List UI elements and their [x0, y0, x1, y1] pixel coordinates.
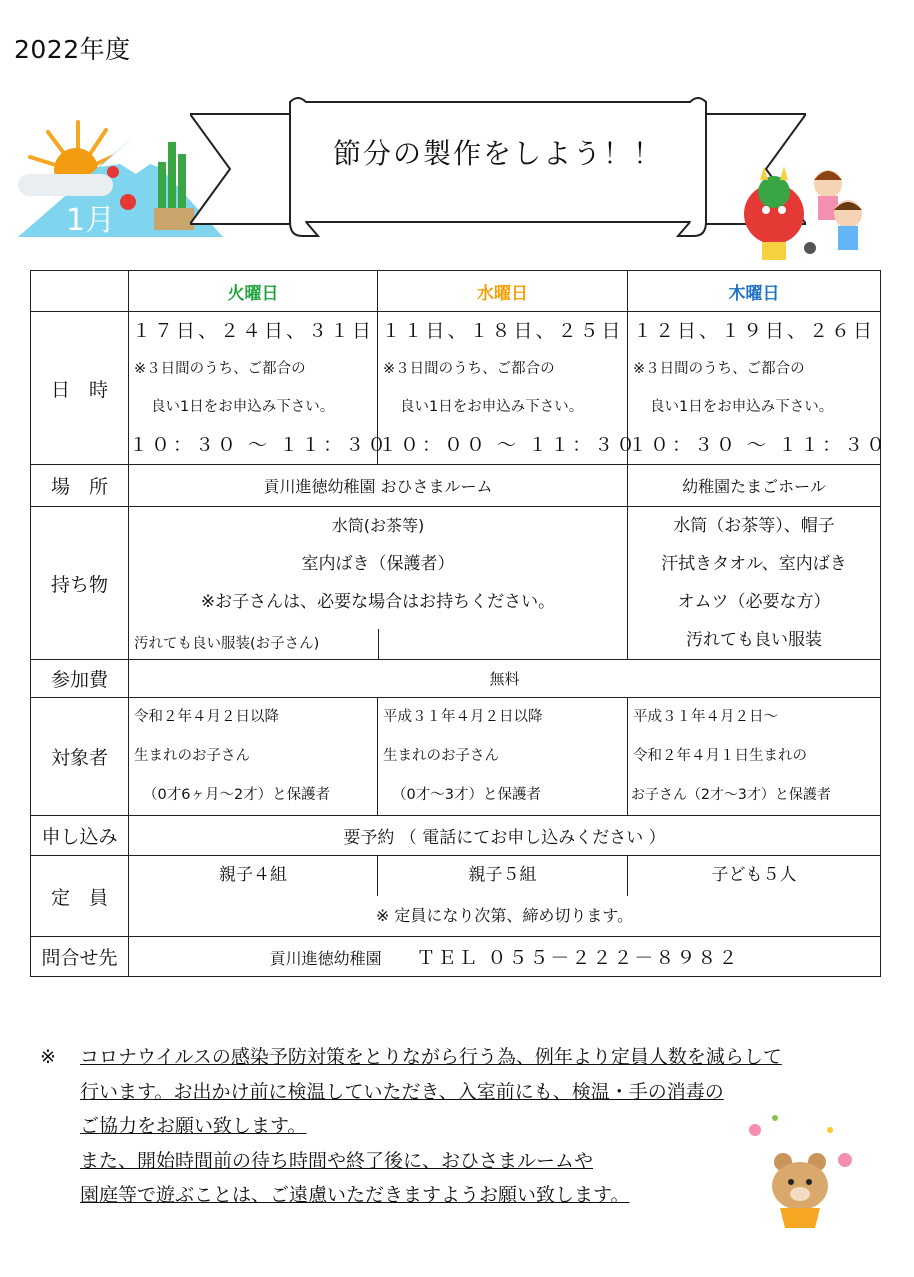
time-thu: １０：３０ ～ １１：３０ — [628, 434, 889, 456]
datetime-tue — [129, 312, 390, 465]
apply-label: 申し込み — [31, 816, 129, 856]
fee-label: 参加費 — [31, 660, 129, 698]
time-wed: １０：００ ～ １１：３０ — [378, 434, 639, 456]
target-tue-3: （0才6ヶ月～2才）と保護者 — [143, 787, 331, 803]
item-left-4: 汚れても良い服装(お子さん) — [129, 629, 379, 659]
banner-title: 節分の製作をしよう！！ — [332, 137, 663, 170]
target-tue-2: 生まれのお子さん — [134, 748, 250, 764]
contact-value — [129, 937, 881, 977]
item-left-1: 水筒(お茶等) — [331, 516, 425, 535]
notice-line-3: ご協力をお願い致します。 — [80, 1115, 307, 1137]
capacity-note: ※ 定員になり次第、締め切ります。 — [375, 906, 634, 925]
datetime-thu — [628, 312, 889, 465]
oni-children-illustration — [740, 162, 870, 266]
target-thu-1: 平成３１年４月２日～ — [633, 709, 778, 725]
note-tue-1: ※３日間のうち、ご都合の — [134, 361, 306, 377]
note-wed-2: 良い1日をお申込み下さい。 — [400, 399, 584, 415]
note-thu-2: 良い1日をお申込み下さい。 — [650, 399, 834, 415]
place-left: 貢川進徳幼稚園 おひさまルーム — [129, 465, 628, 507]
target-row — [31, 698, 881, 816]
capacity-wed: 親子５組 — [378, 856, 628, 896]
dates-wed: １１日、１８日、２５日 — [381, 320, 624, 342]
target-thu-2: 令和２年４月１日生まれの — [633, 748, 807, 764]
item-right-3: オムツ（必要な方） — [677, 592, 831, 612]
item-left-3: ※お子さんは、必要な場合はお持ちください。 — [200, 592, 556, 612]
datetime-label: 日 時 — [31, 312, 129, 465]
item-left-4-wrap — [129, 621, 627, 659]
item-left-2: 室内ばき（保護者） — [301, 554, 455, 574]
notice-mark: ※ — [40, 1046, 56, 1068]
apply-row — [31, 816, 881, 856]
datetime-wed — [378, 312, 639, 465]
notice-line-5: 園庭等で遊ぶことは、ご遠慮いただきますようお願い致します。 — [80, 1184, 630, 1206]
notice-line-1: コロナウイルスの感染予防対策をとりながら行う為、例年より定員人数を減らして — [80, 1046, 782, 1068]
place-label: 場 所 — [31, 465, 129, 507]
note-thu-1: ※３日間のうち、ご都合の — [633, 361, 805, 377]
header-row — [31, 271, 881, 312]
notice-line-4: また、開始時間前の待ち時間や終了後に、おひさまルームや — [80, 1149, 594, 1172]
year-title: 2022年度 — [14, 35, 131, 64]
apply-value: 要予約 （ 電話にてお申し込みください ） — [129, 816, 881, 856]
fee-value: 無料 — [129, 660, 881, 698]
bear-illustration — [735, 1110, 865, 1230]
items-left — [129, 507, 628, 660]
capacity-cell — [129, 856, 881, 937]
dates-thu: １２日、１９日、２６日 — [632, 320, 875, 342]
target-wed-3: （0才～3才）と保護者 — [392, 787, 541, 803]
items-right — [628, 507, 881, 660]
place-row — [31, 465, 881, 507]
day-tuesday: 火曜日 — [129, 271, 378, 312]
item-right-4: 汚れても良い服装 — [686, 630, 822, 650]
capacity-values — [129, 856, 880, 896]
target-tue — [129, 698, 378, 816]
place-right: 幼稚園たまごホール — [628, 465, 881, 507]
target-wed — [378, 698, 628, 816]
target-label: 対象者 — [31, 698, 129, 816]
fee-row — [31, 660, 881, 698]
target-thu-3: お子さん（2才～3才）と保護者 — [631, 787, 831, 803]
item-right-1: 水筒（お茶等）、帽子 — [673, 516, 835, 536]
target-wed-2: 生まれのお子さん — [383, 748, 499, 764]
note-tue-2: 良い1日をお申込み下さい。 — [151, 399, 335, 415]
target-thu — [628, 698, 881, 816]
contact-name: 貢川進徳幼稚園 — [269, 949, 382, 968]
dates-tue: １７日、２４日、３１日 — [131, 320, 374, 342]
items-row — [31, 507, 881, 660]
target-wed-1: 平成３１年４月２日以降 — [383, 709, 543, 725]
day-wednesday: 水曜日 — [378, 271, 628, 312]
datetime-row — [31, 312, 881, 465]
contact-row — [31, 937, 881, 977]
event-info-table — [30, 270, 889, 977]
day-thursday: 木曜日 — [628, 271, 881, 312]
contact-tel: ＴＥＬ ０５５－２２２－８９８２ — [416, 947, 740, 969]
header-blank — [31, 271, 129, 312]
items-label: 持ち物 — [31, 507, 129, 660]
capacity-row — [31, 856, 881, 937]
target-tue-1: 令和２年４月２日以降 — [134, 709, 279, 725]
contact-label: 問合せ先 — [31, 937, 129, 977]
month-badge-text: 1月 — [66, 203, 116, 238]
notice-line-2: 行います。お出かけ前に検温していただき、入室前にも、検温・手の消毒の — [80, 1080, 724, 1103]
time-tue: １０：３０ ～ １１：３０ — [129, 434, 390, 456]
item-right-2: 汗拭きタオル、室内ばき — [661, 554, 847, 574]
capacity-label: 定 員 — [31, 856, 129, 937]
note-wed-1: ※３日間のうち、ご都合の — [383, 361, 555, 377]
capacity-tue: 親子４組 — [129, 856, 378, 896]
capacity-thu: 子ども５人 — [711, 865, 797, 885]
